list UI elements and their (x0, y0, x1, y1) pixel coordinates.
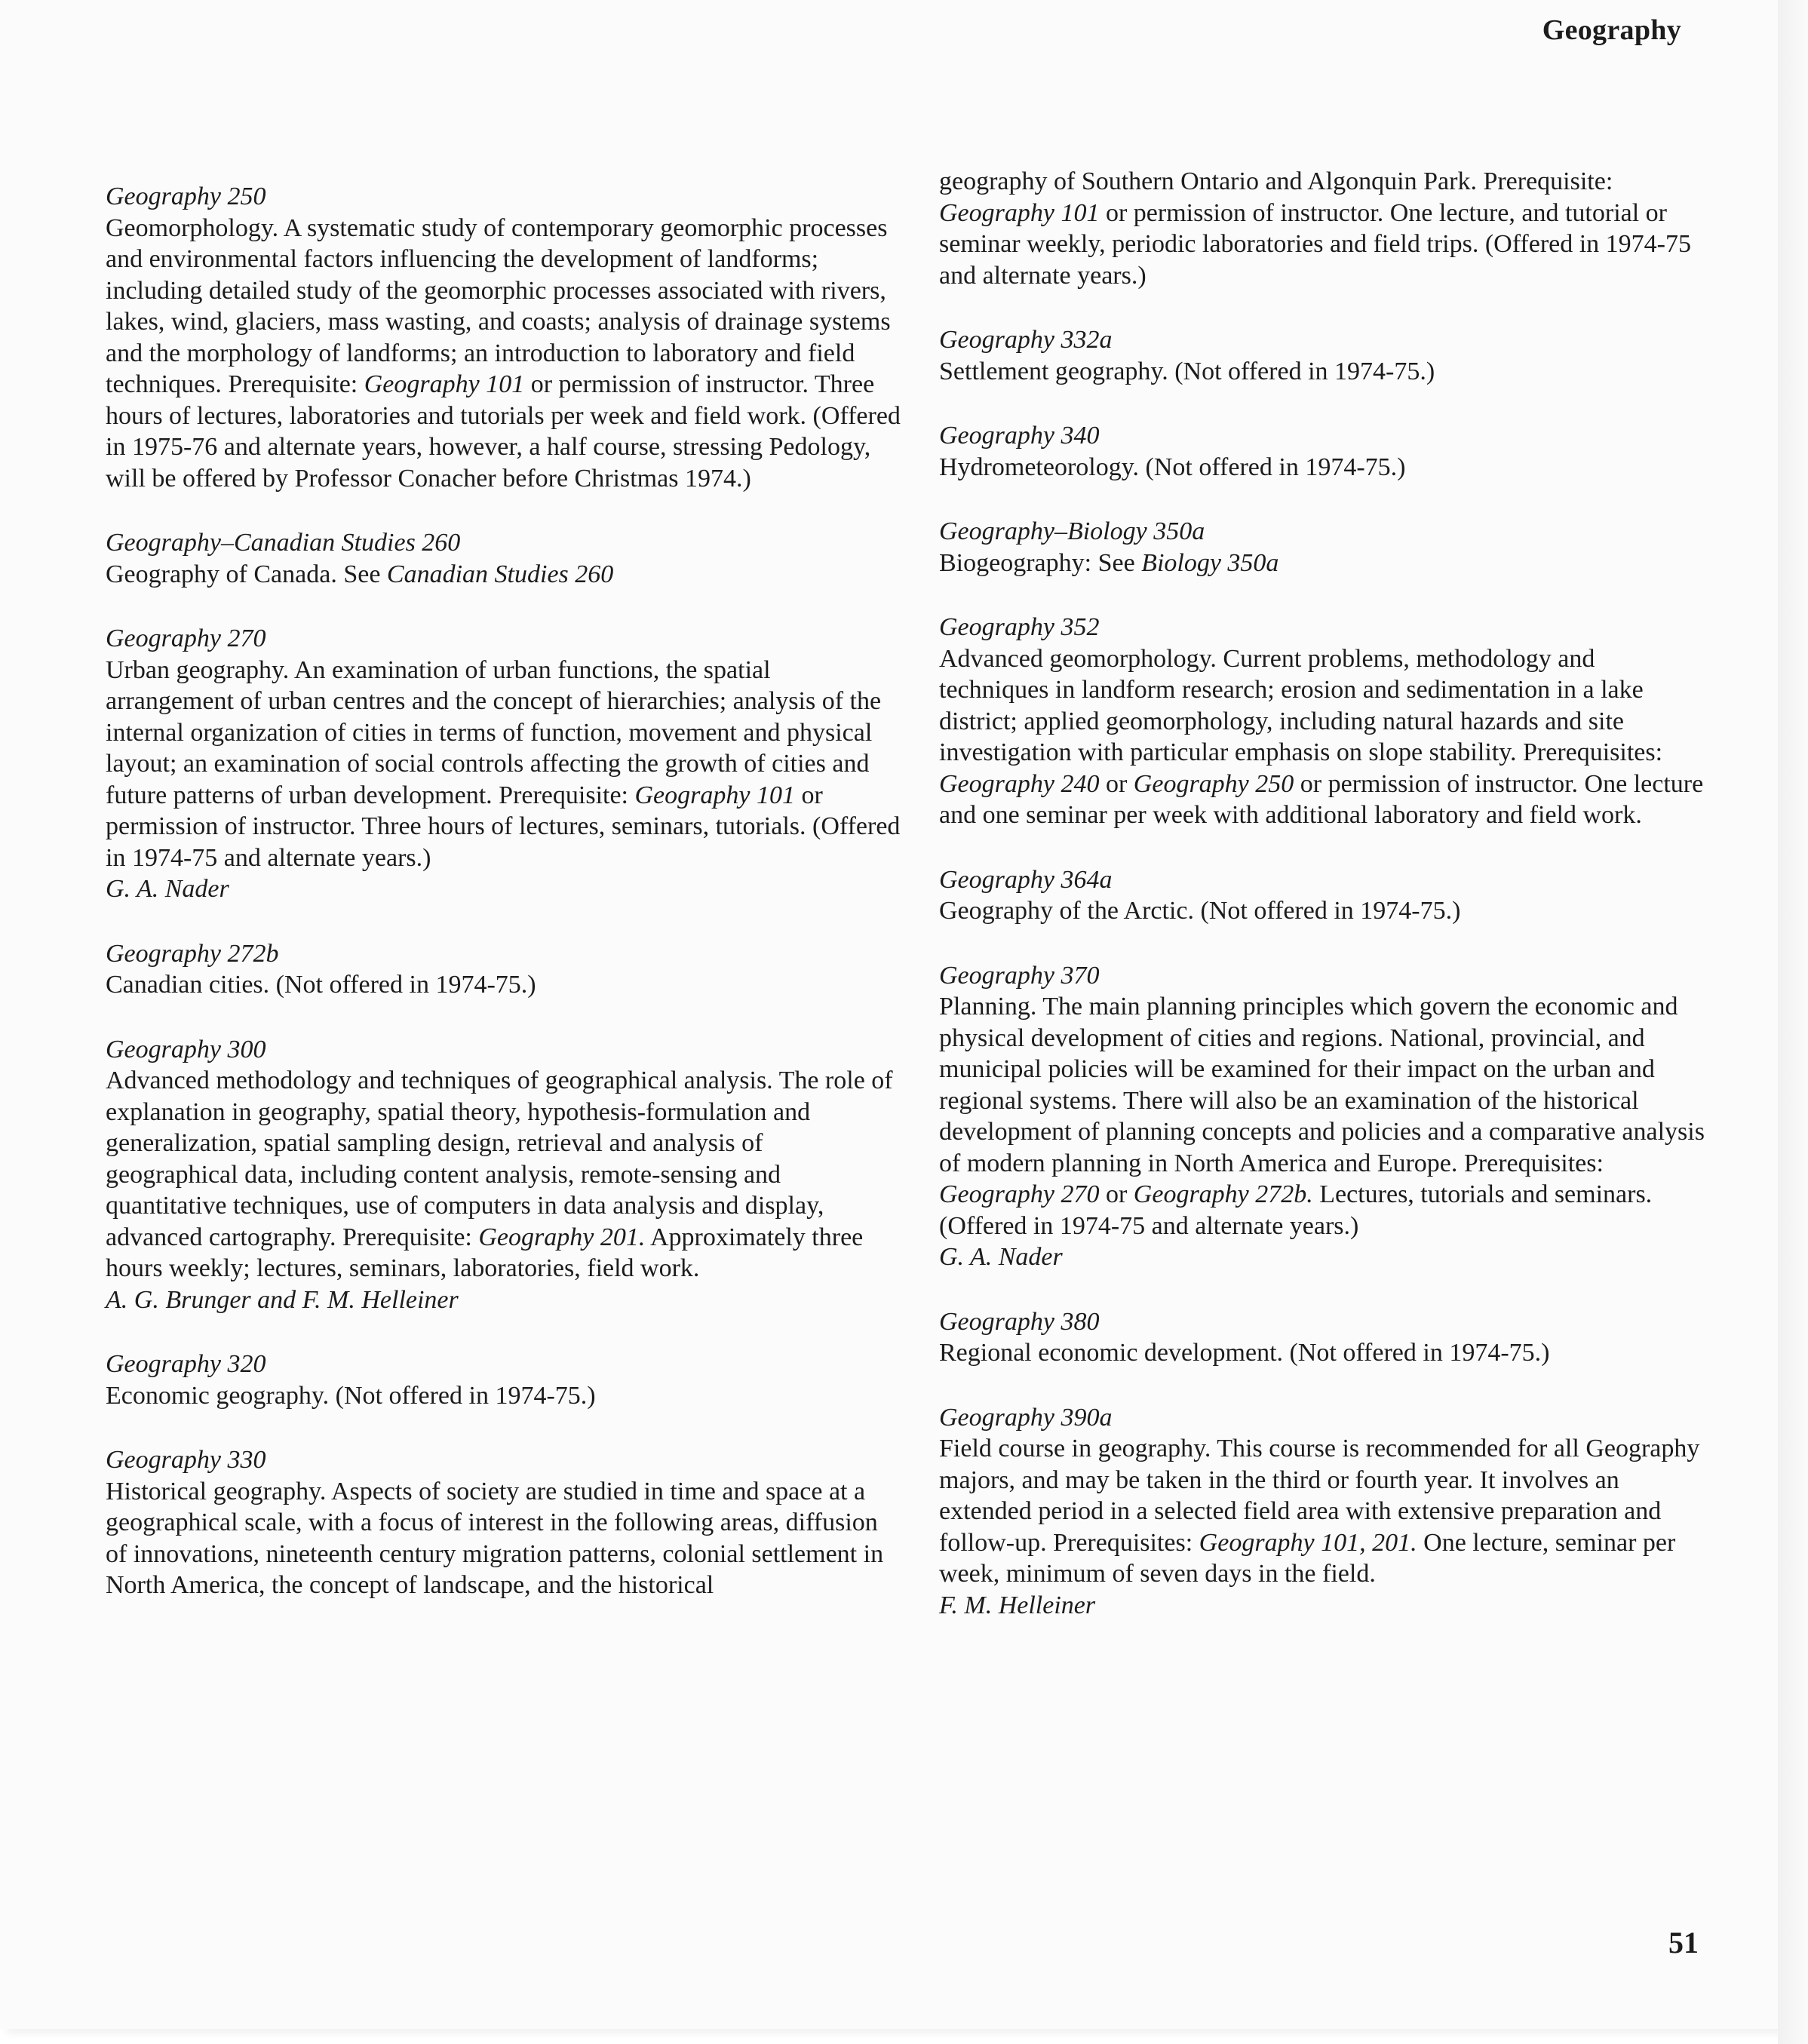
course-code: Geography 320 (106, 1350, 266, 1378)
course-reference: Geography 272b. (1133, 1180, 1313, 1208)
course-description (106, 655, 901, 874)
course-entry (939, 166, 1708, 291)
course-description (939, 643, 1708, 831)
course-entry (939, 864, 1708, 927)
course-description (106, 559, 901, 591)
course-description (106, 969, 901, 1001)
course-description (106, 1476, 901, 1601)
course-reference: Geography 240 (939, 769, 1100, 798)
description-text: or (1099, 769, 1134, 798)
course-entry (106, 1444, 901, 1601)
description-text: Advanced geomorphology. Current problems, methodology and techniques in landform research; erosion and sedimentation in a lake district; applied geomorphology, including natural hazards and site investigation with particular emphasis on slope stability. Prerequisites: (939, 644, 1663, 766)
description-text: Planning. The main planning principles which govern the economic and physical development of cities and regions. National, provincial, and municipal policies will be examined for their impact on the urban and regional systems. There will also be an examination of the historical development of planning concepts and policies and a comparative analysis of modern planning in North America and Europe. Prerequisites: (939, 993, 1705, 1177)
course-entry (939, 420, 1708, 483)
description-text: Advanced methodology and techniques of geographical analysis. The role of explanation in geography, spatial theory, hypothesis-formulation and generalization, spatial sampling design, retrieval and analysis of geographical data, including content analysis, remote-sensing and quantitative techniques, use of computers in data analysis and display, advanced cartography. Prerequisite: (106, 1067, 893, 1251)
course-entry (939, 612, 1708, 831)
course-entry (939, 960, 1708, 1273)
course-code: Geography 272b (106, 939, 279, 968)
course-code: Geography 370 (939, 961, 1100, 990)
course-code: Geography 250 (106, 183, 266, 210)
course-instructor: A. G. Brunger and F. M. Helleiner (106, 1285, 459, 1314)
course-instructor: G. A. Nader (106, 875, 229, 903)
description-text: Geography of Canada. See (106, 560, 387, 588)
description-text: Biogeography: See (939, 548, 1142, 577)
course-description (106, 1380, 901, 1412)
course-entry (106, 181, 901, 494)
course-code: Geography–Biology 350a (939, 517, 1205, 545)
course-description (939, 166, 1708, 291)
course-reference: Geography 101 (634, 781, 795, 809)
course-entry (106, 623, 901, 905)
page-number: 51 (1668, 1926, 1699, 1960)
course-code: Geography 364a (939, 865, 1113, 894)
course-description (939, 548, 1708, 579)
section-header: Geography (1542, 14, 1681, 46)
course-instructor: G. A. Nader (939, 1243, 1063, 1271)
course-code: Geography 380 (939, 1307, 1100, 1336)
description-text: Settlement geography. (Not offered in 1974-75.) (939, 357, 1435, 385)
description-text: Hydrometeorology. (Not offered in 1974-75.) (939, 453, 1406, 481)
course-description (106, 1065, 901, 1284)
course-description (939, 356, 1708, 388)
description-text: or permission of instructor. Three hours of lectures, seminars, tutorials. (Offered in 1974-75 and alternate years.) (106, 781, 901, 872)
course-code: Geography 270 (106, 625, 266, 652)
course-reference: Geography 250 (1133, 769, 1294, 798)
description-text: One lecture, seminar per week, minimum of seven days in the field. (939, 1528, 1676, 1588)
description-text: or permission of instructor. One lecture, and tutorial or seminar weekly, periodic laboratories and field trips. (Offered in 1974-75 and alternate years.) (939, 198, 1692, 290)
page-edge (1778, 0, 1808, 2044)
course-code: Geography 332a (939, 326, 1113, 354)
description-text: or permission of instructor. One lecture and one seminar per week with additional laboratory and field work. (939, 769, 1704, 829)
description-text: Canadian cities. (Not offered in 1974-75.) (106, 971, 536, 999)
course-reference: Geography 201. (478, 1223, 646, 1251)
course-code: Geography 390a (939, 1403, 1113, 1432)
course-reference: Geography 101, 201. (1199, 1528, 1417, 1557)
course-reference: Geography 101 (939, 198, 1100, 227)
course-code: Geography 340 (939, 422, 1100, 450)
course-description (939, 991, 1708, 1241)
course-description (939, 452, 1708, 483)
course-entry (939, 324, 1708, 387)
course-reference: Geography 101 (364, 370, 525, 398)
course-code: Geography–Canadian Studies 260 (106, 529, 461, 557)
course-code: Geography 352 (939, 613, 1100, 641)
course-instructor: F. M. Helleiner (939, 1591, 1096, 1619)
description-text: or (1099, 1180, 1134, 1208)
description-text: or permission of instructor. Three hours of lectures, laboratories and tutorials per week and field work. (Offered in 1975-76 and alternate years, however, a half course, stressing Pedology, will be offered by Professor Conacher before Christmas 1974.) (106, 370, 901, 493)
description-text: Geography of the Arctic. (Not offered in 1974-75.) (939, 897, 1461, 925)
course-description (939, 895, 1708, 927)
course-description (106, 213, 901, 495)
course-description (939, 1337, 1708, 1369)
description-text: Urban geography. An examination of urban functions, the spatial arrangement of urban centres and the concept of hierarchies; analysis of the internal organization of cities in terms of function, movement and physical layout; an examination of social controls affecting the growth of cities and future patterns of urban development. Prerequisite: (106, 655, 882, 809)
course-reference: Biology 350a (1141, 548, 1279, 577)
description-text: Lectures, tutorials and seminars. (Offered in 1974-75 and alternate years.) (939, 1180, 1653, 1240)
description-text: Field course in geography. This course is recommended for all Geography majors, and may be taken in the third or fourth year. It involves an extended period in a selected field area with extensive preparation and follow-up. Prerequisites: (939, 1435, 1700, 1557)
course-code: Geography 300 (106, 1035, 266, 1063)
description-text: geography of Southern Ontario and Algonquin Park. Prerequisite: (939, 167, 1613, 195)
description-text: Approximately three hours weekly; lectures, seminars, laboratories, field work. (106, 1223, 864, 1282)
course-reference: Canadian Studies 260 (386, 560, 614, 588)
course-code: Geography 330 (106, 1446, 266, 1474)
course-entry (939, 1306, 1708, 1369)
course-entry (939, 516, 1708, 579)
course-entry (106, 938, 901, 1001)
description-text: Historical geography. Aspects of society are studied in time and space at a geographical scale, with a focus of interest in the following areas, diffusion of innovations, nineteenth century migration patterns, colonial settlement in North America, the concept of landscape, and the historical (106, 1477, 884, 1599)
course-reference: Geography 270 (939, 1180, 1100, 1208)
description-text: Economic geography. (Not offered in 1974-75.) (106, 1381, 596, 1410)
course-entry (106, 1034, 901, 1316)
course-description (939, 1433, 1708, 1590)
course-entry (106, 527, 901, 590)
right-column (939, 166, 1708, 1654)
description-text: Regional economic development. (Not offered in 1974-75.) (939, 1339, 1550, 1367)
course-entry (939, 1402, 1708, 1622)
left-column (106, 181, 901, 1634)
course-entry (106, 1349, 901, 1411)
description-text: Geomorphology. A systematic study of contemporary geomorphic processes and environmental factors influencing the development of landforms; including detailed study of the geomorphic processes associated with rivers, lakes, wind, glaciers, mass wasting, and coasts; analysis of drainage systems and the morphology of landforms; an introduction to laboratory and field techniques. Prerequisite: (106, 213, 891, 398)
